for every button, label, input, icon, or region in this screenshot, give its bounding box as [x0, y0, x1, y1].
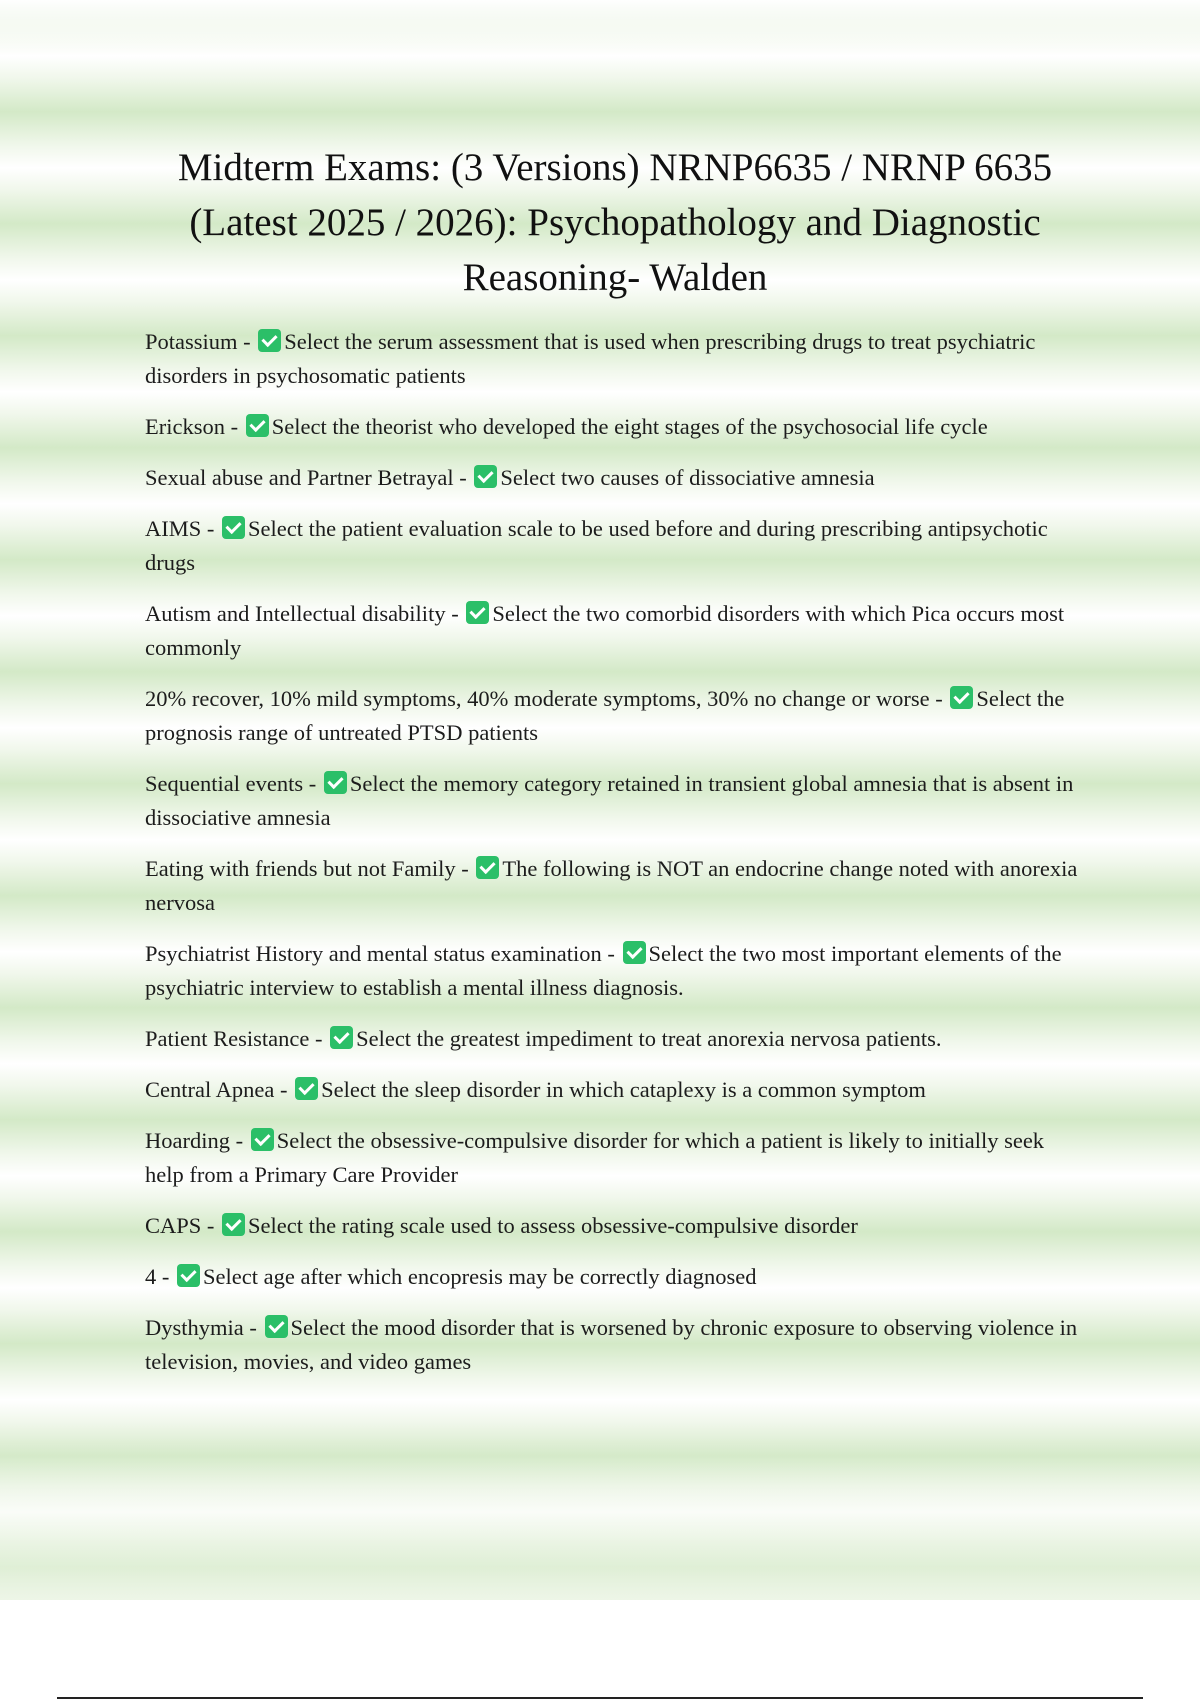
- answer-text: Sexual abuse and Partner Betrayal -: [145, 465, 473, 490]
- qa-item: [145, 767, 1085, 835]
- question-text: Select the rating scale used to assess obsessive-compulsive disorder: [248, 1213, 858, 1238]
- answer-text: 4 -: [145, 1264, 175, 1289]
- check-box-icon: [295, 1077, 318, 1100]
- qa-item: [145, 1311, 1085, 1379]
- qa-item: [145, 937, 1085, 1005]
- answer-text: Psychiatrist History and mental status examination -: [145, 941, 621, 966]
- check-box-icon: [330, 1026, 353, 1049]
- answer-text: Central Apnea -: [145, 1077, 294, 1102]
- check-box-icon: [476, 856, 499, 879]
- question-text: Select the two comorbid disorders with which Pica occurs most commonly: [145, 601, 1065, 660]
- check-box-icon: [177, 1264, 200, 1287]
- answer-text: Sequential events -: [145, 771, 322, 796]
- answer-text: CAPS -: [145, 1213, 221, 1238]
- qa-item: [145, 410, 1085, 444]
- question-text: Select the memory category retained in transient global amnesia that is absent in dissociative amnesia: [145, 771, 1074, 830]
- question-text: Select the serum assessment that is used when prescribing drugs to treat psychiatric disorders in psychosomatic patients: [145, 329, 1036, 388]
- check-box-icon: [474, 465, 497, 488]
- question-text: Select the greatest impediment to treat anorexia nervosa patients.: [356, 1026, 942, 1051]
- document-title: Midterm Exams: (3 Versions) NRNP6635 / NRNP 6635 (Latest 2025 / 2026): Psychopathology and Diagnostic Reasoning- Walden: [177, 146, 1053, 299]
- check-box-icon: [246, 414, 269, 437]
- question-text: Select the two most important elements of the psychiatric interview to establish a mental illness diagnosis.: [145, 941, 1062, 1000]
- check-box-icon: [222, 1213, 245, 1236]
- answer-text: Patient Resistance -: [145, 1026, 329, 1051]
- check-box-icon: [623, 941, 646, 964]
- question-text: Select the theorist who developed the eight stages of the psychosocial life cycle: [271, 414, 988, 439]
- qa-item: [145, 1260, 1085, 1294]
- footer-divider: [57, 1697, 1143, 1699]
- check-box-icon: [258, 329, 281, 352]
- question-text: Select age after which encopresis may be correctly diagnosed: [203, 1264, 757, 1289]
- document-content: [145, 140, 1085, 1396]
- check-box-icon: [466, 601, 489, 624]
- check-box-icon: [950, 686, 973, 709]
- qa-item: [145, 325, 1085, 393]
- qa-item: [145, 852, 1085, 920]
- qa-item: [145, 461, 1085, 495]
- qa-item: [145, 597, 1085, 665]
- check-box-icon: [251, 1128, 274, 1151]
- answer-text: Potassium -: [145, 329, 257, 354]
- question-text: Select the prognosis range of untreated PTSD patients: [145, 686, 1065, 745]
- qa-item: [145, 1124, 1085, 1192]
- check-box-icon: [265, 1315, 288, 1338]
- question-text: Select two causes of dissociative amnesia: [500, 465, 875, 490]
- qa-item: [145, 682, 1085, 750]
- qa-item: [145, 1073, 1085, 1107]
- check-box-icon: [324, 771, 347, 794]
- question-text: Select the sleep disorder in which cataplexy is a common symptom: [321, 1077, 926, 1102]
- answer-text: Autism and Intellectual disability -: [145, 601, 465, 626]
- page-top-fade: [0, 0, 1200, 60]
- qa-item: [145, 1022, 1085, 1056]
- question-text: Select the mood disorder that is worsened by chronic exposure to observing violence in television, movies, and video games: [145, 1315, 1078, 1374]
- question-text: Select the obsessive-compulsive disorder for which a patient is likely to initially seek help from a Primary Care Provider: [145, 1128, 1045, 1187]
- qa-item: [145, 512, 1085, 580]
- answer-text: Eating with friends but not Family -: [145, 856, 475, 881]
- answer-text: AIMS -: [145, 516, 221, 541]
- question-text: The following is NOT an endocrine change noted with anorexia nervosa: [145, 856, 1078, 915]
- qa-item: [145, 1209, 1085, 1243]
- check-box-icon: [222, 516, 245, 539]
- question-text: Select the patient evaluation scale to be used before and during prescribing antipsychotic drugs: [145, 516, 1048, 575]
- answer-text: Erickson -: [145, 414, 244, 439]
- page-bottom-fade: [0, 1440, 1200, 1600]
- answer-text: Hoarding -: [145, 1128, 249, 1153]
- answer-text: Dysthymia -: [145, 1315, 263, 1340]
- answer-text: 20% recover, 10% mild symptoms, 40% moderate symptoms, 30% no change or worse -: [145, 686, 949, 711]
